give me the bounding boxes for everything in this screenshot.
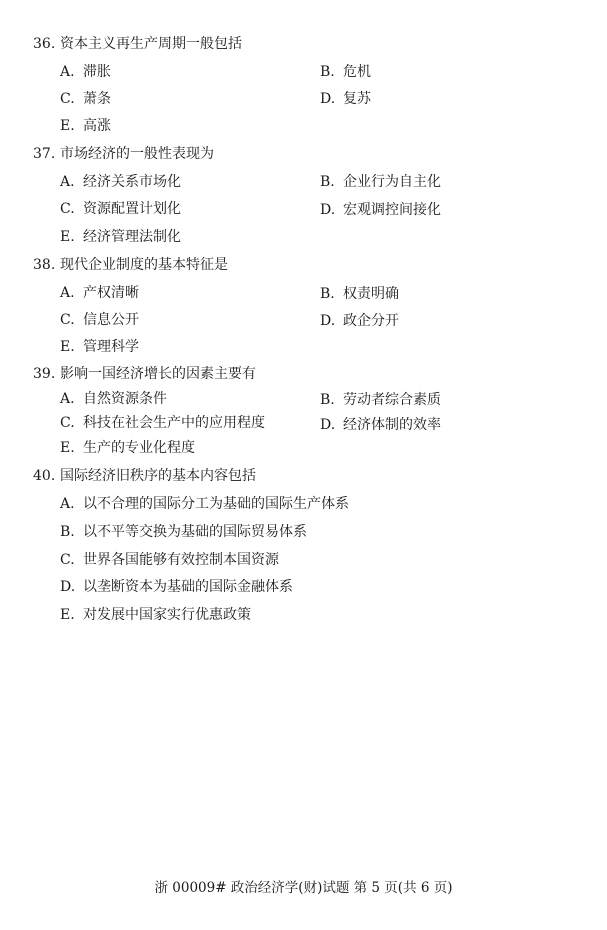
question-number: 37. [33, 146, 56, 162]
option-40-d [60, 580, 293, 594]
question-text: 市场经济的一般性表现为 [60, 146, 214, 162]
option-37-c [60, 202, 181, 216]
option-letter: D. [320, 313, 336, 329]
question-number: 38. [33, 257, 56, 273]
option-text: 世界各国能够有效控制本国资源 [83, 552, 279, 568]
question-text: 影响一国经济增长的因素主要有 [60, 366, 256, 382]
option-text: 滞胀 [83, 64, 111, 80]
option-39-e [60, 441, 195, 455]
option-40-b [60, 525, 307, 539]
option-letter: A. [60, 496, 75, 512]
option-text: 以不平等交换为基础的国际贸易体系 [83, 524, 307, 540]
page-footer: 浙 00009# 政治经济学(财)试题 第 5 页(共 6 页) [154, 880, 453, 896]
option-letter: B. [60, 524, 75, 540]
option-text: 自然资源条件 [83, 391, 167, 407]
option-letter: E. [60, 339, 75, 355]
option-40-a [60, 497, 349, 511]
option-40-e [60, 608, 251, 622]
option-38-d [320, 314, 399, 328]
option-39-c [60, 416, 265, 430]
question-39 [33, 367, 256, 381]
option-37-a [60, 175, 181, 189]
question-number: 39. [33, 366, 56, 382]
option-letter: C. [60, 91, 75, 107]
question-text: 资本主义再生产周期一般包括 [60, 36, 242, 52]
option-letter: D. [60, 579, 76, 595]
option-letter: C. [60, 552, 75, 568]
question-text: 国际经济旧秩序的基本内容包括 [60, 468, 256, 484]
option-letter: B. [320, 64, 335, 80]
option-38-c [60, 313, 139, 327]
option-text: 权责明确 [343, 286, 399, 302]
option-letter: B. [320, 392, 335, 408]
question-40 [33, 469, 256, 483]
option-text: 管理科学 [83, 339, 139, 355]
option-38-b [320, 287, 399, 301]
option-text: 经济体制的效率 [343, 417, 441, 433]
question-36 [33, 37, 242, 51]
question-number: 36. [33, 36, 56, 52]
option-text: 资源配置计划化 [83, 201, 181, 217]
option-39-d [320, 418, 441, 432]
option-text: 经济管理法制化 [83, 229, 181, 245]
option-letter: D. [320, 202, 336, 218]
question-38 [33, 258, 228, 272]
option-text: 科技在社会生产中的应用程度 [83, 415, 265, 431]
option-text: 企业行为自主化 [343, 174, 441, 190]
option-letter: D. [320, 91, 336, 107]
question-37 [33, 147, 214, 161]
option-39-a [60, 392, 167, 406]
option-text: 信息公开 [83, 312, 139, 328]
option-37-d [320, 203, 441, 217]
option-36-c [60, 92, 111, 106]
option-text: 高涨 [83, 118, 111, 134]
option-text: 生产的专业化程度 [83, 440, 195, 456]
option-letter: C. [60, 201, 75, 217]
option-text: 复苏 [343, 91, 371, 107]
option-text: 萧条 [83, 91, 111, 107]
option-text: 劳动者综合素质 [343, 392, 441, 408]
option-letter: A. [60, 285, 75, 301]
option-38-e [60, 340, 139, 354]
option-letter: B. [320, 286, 335, 302]
option-letter: A. [60, 64, 75, 80]
option-36-d [320, 92, 371, 106]
option-40-c [60, 553, 279, 567]
option-text: 政企分开 [343, 313, 399, 329]
option-letter: A. [60, 174, 75, 190]
option-36-a [60, 65, 111, 79]
question-text: 现代企业制度的基本特征是 [60, 257, 228, 273]
option-text: 对发展中国家实行优惠政策 [83, 607, 251, 623]
option-letter: E. [60, 229, 75, 245]
option-letter: C. [60, 415, 75, 431]
option-37-e [60, 230, 181, 244]
option-text: 以垄断资本为基础的国际金融体系 [83, 579, 293, 595]
option-text: 以不合理的国际分工为基础的国际生产体系 [83, 496, 349, 512]
option-letter: B. [320, 174, 335, 190]
option-36-b [320, 65, 371, 79]
option-text: 宏观调控间接化 [343, 202, 441, 218]
option-text: 危机 [343, 64, 371, 80]
option-letter: A. [60, 391, 75, 407]
option-39-b [320, 393, 441, 407]
option-letter: D. [320, 417, 336, 433]
option-text: 产权清晰 [83, 285, 139, 301]
option-letter: E. [60, 607, 75, 623]
option-letter: E. [60, 440, 75, 456]
option-text: 经济关系市场化 [83, 174, 181, 190]
option-37-b [320, 175, 441, 189]
option-letter: C. [60, 312, 75, 328]
option-38-a [60, 286, 139, 300]
option-36-e [60, 119, 111, 133]
option-letter: E. [60, 118, 75, 134]
question-number: 40. [33, 468, 56, 484]
